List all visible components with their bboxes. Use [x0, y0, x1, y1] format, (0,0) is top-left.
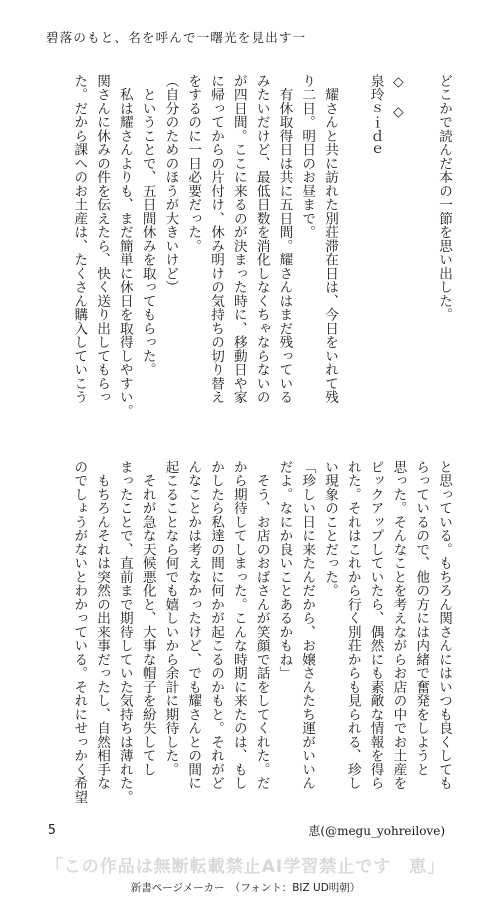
text-line: 思った。そんなことを考えながらお店の中でお土産を [390, 460, 407, 790]
text-line: れた。それはこれから行く別荘からも見られる、珍し [344, 460, 361, 790]
text-line: から期待してしまった。こんな時期に来たのは、もし [230, 460, 247, 790]
text-line: のでしょうがないとわかっている。それにせっかく希望 [71, 460, 88, 804]
text-line: が四日間。ここに来るのが決まった時に、移動日や家 [230, 74, 247, 404]
text-column-bottom [67, 460, 455, 805]
text-line: 関さんに休みの件を伝えたら、快く送り出してもらっ [94, 74, 111, 404]
text-line: もちろんそれは突然の出来事だったし、自然相手な [94, 460, 111, 790]
text-column-top [67, 74, 455, 424]
page-number: 5 [48, 823, 56, 838]
text-line: （自分のためのほうが大きいけど） [162, 74, 179, 294]
text-line: 泉玲ｓｉｄｅ [367, 74, 384, 157]
generator-credit: 新書ページメーカー （フォント：BIZ UD明朝） [130, 882, 361, 894]
text-line: どこかで読んだ本の一節を思い出した。 [436, 74, 452, 322]
text-line: り二日。明日のお昼まで。 [299, 74, 316, 239]
text-line: 耀さんと共に訪れた別荘滞在日は、今日をいれて残 [322, 74, 339, 404]
text-line: そう、お店のおばさんが笑顔で話をしてくれた。だ [253, 460, 270, 790]
text-line: と思っている。もちろん関さんにはいつも良くしても [436, 460, 452, 790]
text-line [341, 74, 364, 424]
text-line: た。だから課へのお土産は、たくさん購入していこう [71, 74, 88, 404]
text-line: んなことかは考えなかったけど、でも耀さんとの間に [185, 460, 202, 790]
author-credit: 恵(@megu_yohreilove) [308, 824, 445, 838]
text-line: かしたら私達の間に何かが起こるのかもと。それがど [208, 460, 225, 790]
text-line: をするのに一日必要だった。 [185, 74, 202, 253]
text-line: ピックアップしていたら、偶然にも素敵な情報を得ら [367, 460, 384, 790]
text-line: 有休取得日は共に五日間。耀さんはまだ残っている [276, 74, 293, 404]
text-line: ◇ ◇ [390, 74, 407, 121]
text-line: だよ。なにか良いことあるかもね」 [276, 460, 293, 680]
text-line: ということで、五日間休みを取ってもらった。 [139, 74, 156, 377]
text-line: に帰ってからの片付け、休み明けの気持ちの切り替え [208, 74, 225, 404]
copyright-watermark: 「この作品は無断転載禁止AI学習禁止です 恵」 [45, 857, 446, 877]
text-line: らっているので、他の方には内緒で奮発をしようと [413, 460, 430, 777]
text-line: 「珍しい日に来たんだから、お嬢さんたち運がいいん [299, 460, 316, 790]
text-line: みたいだけど、最低日数を消化しなくちゃならないの [253, 74, 270, 404]
text-line: い現象のことだった。 [322, 460, 339, 598]
text-line: 私は耀さんよりも、まだ簡単に休日を取得しやすい。 [116, 74, 133, 418]
text-line: それが急な天候悪化と、大事な帽子を紛失してし [139, 460, 156, 777]
text-line: 起こることなら何でも嬉しいから余計に期待した。 [162, 460, 179, 777]
novel-title: 碧落のもと、名を呼んで一曙光を見出す一 [46, 30, 307, 45]
text-line [409, 74, 432, 424]
text-line: まったことで、直前まで期待していた気持ちは薄れた。 [116, 460, 133, 804]
